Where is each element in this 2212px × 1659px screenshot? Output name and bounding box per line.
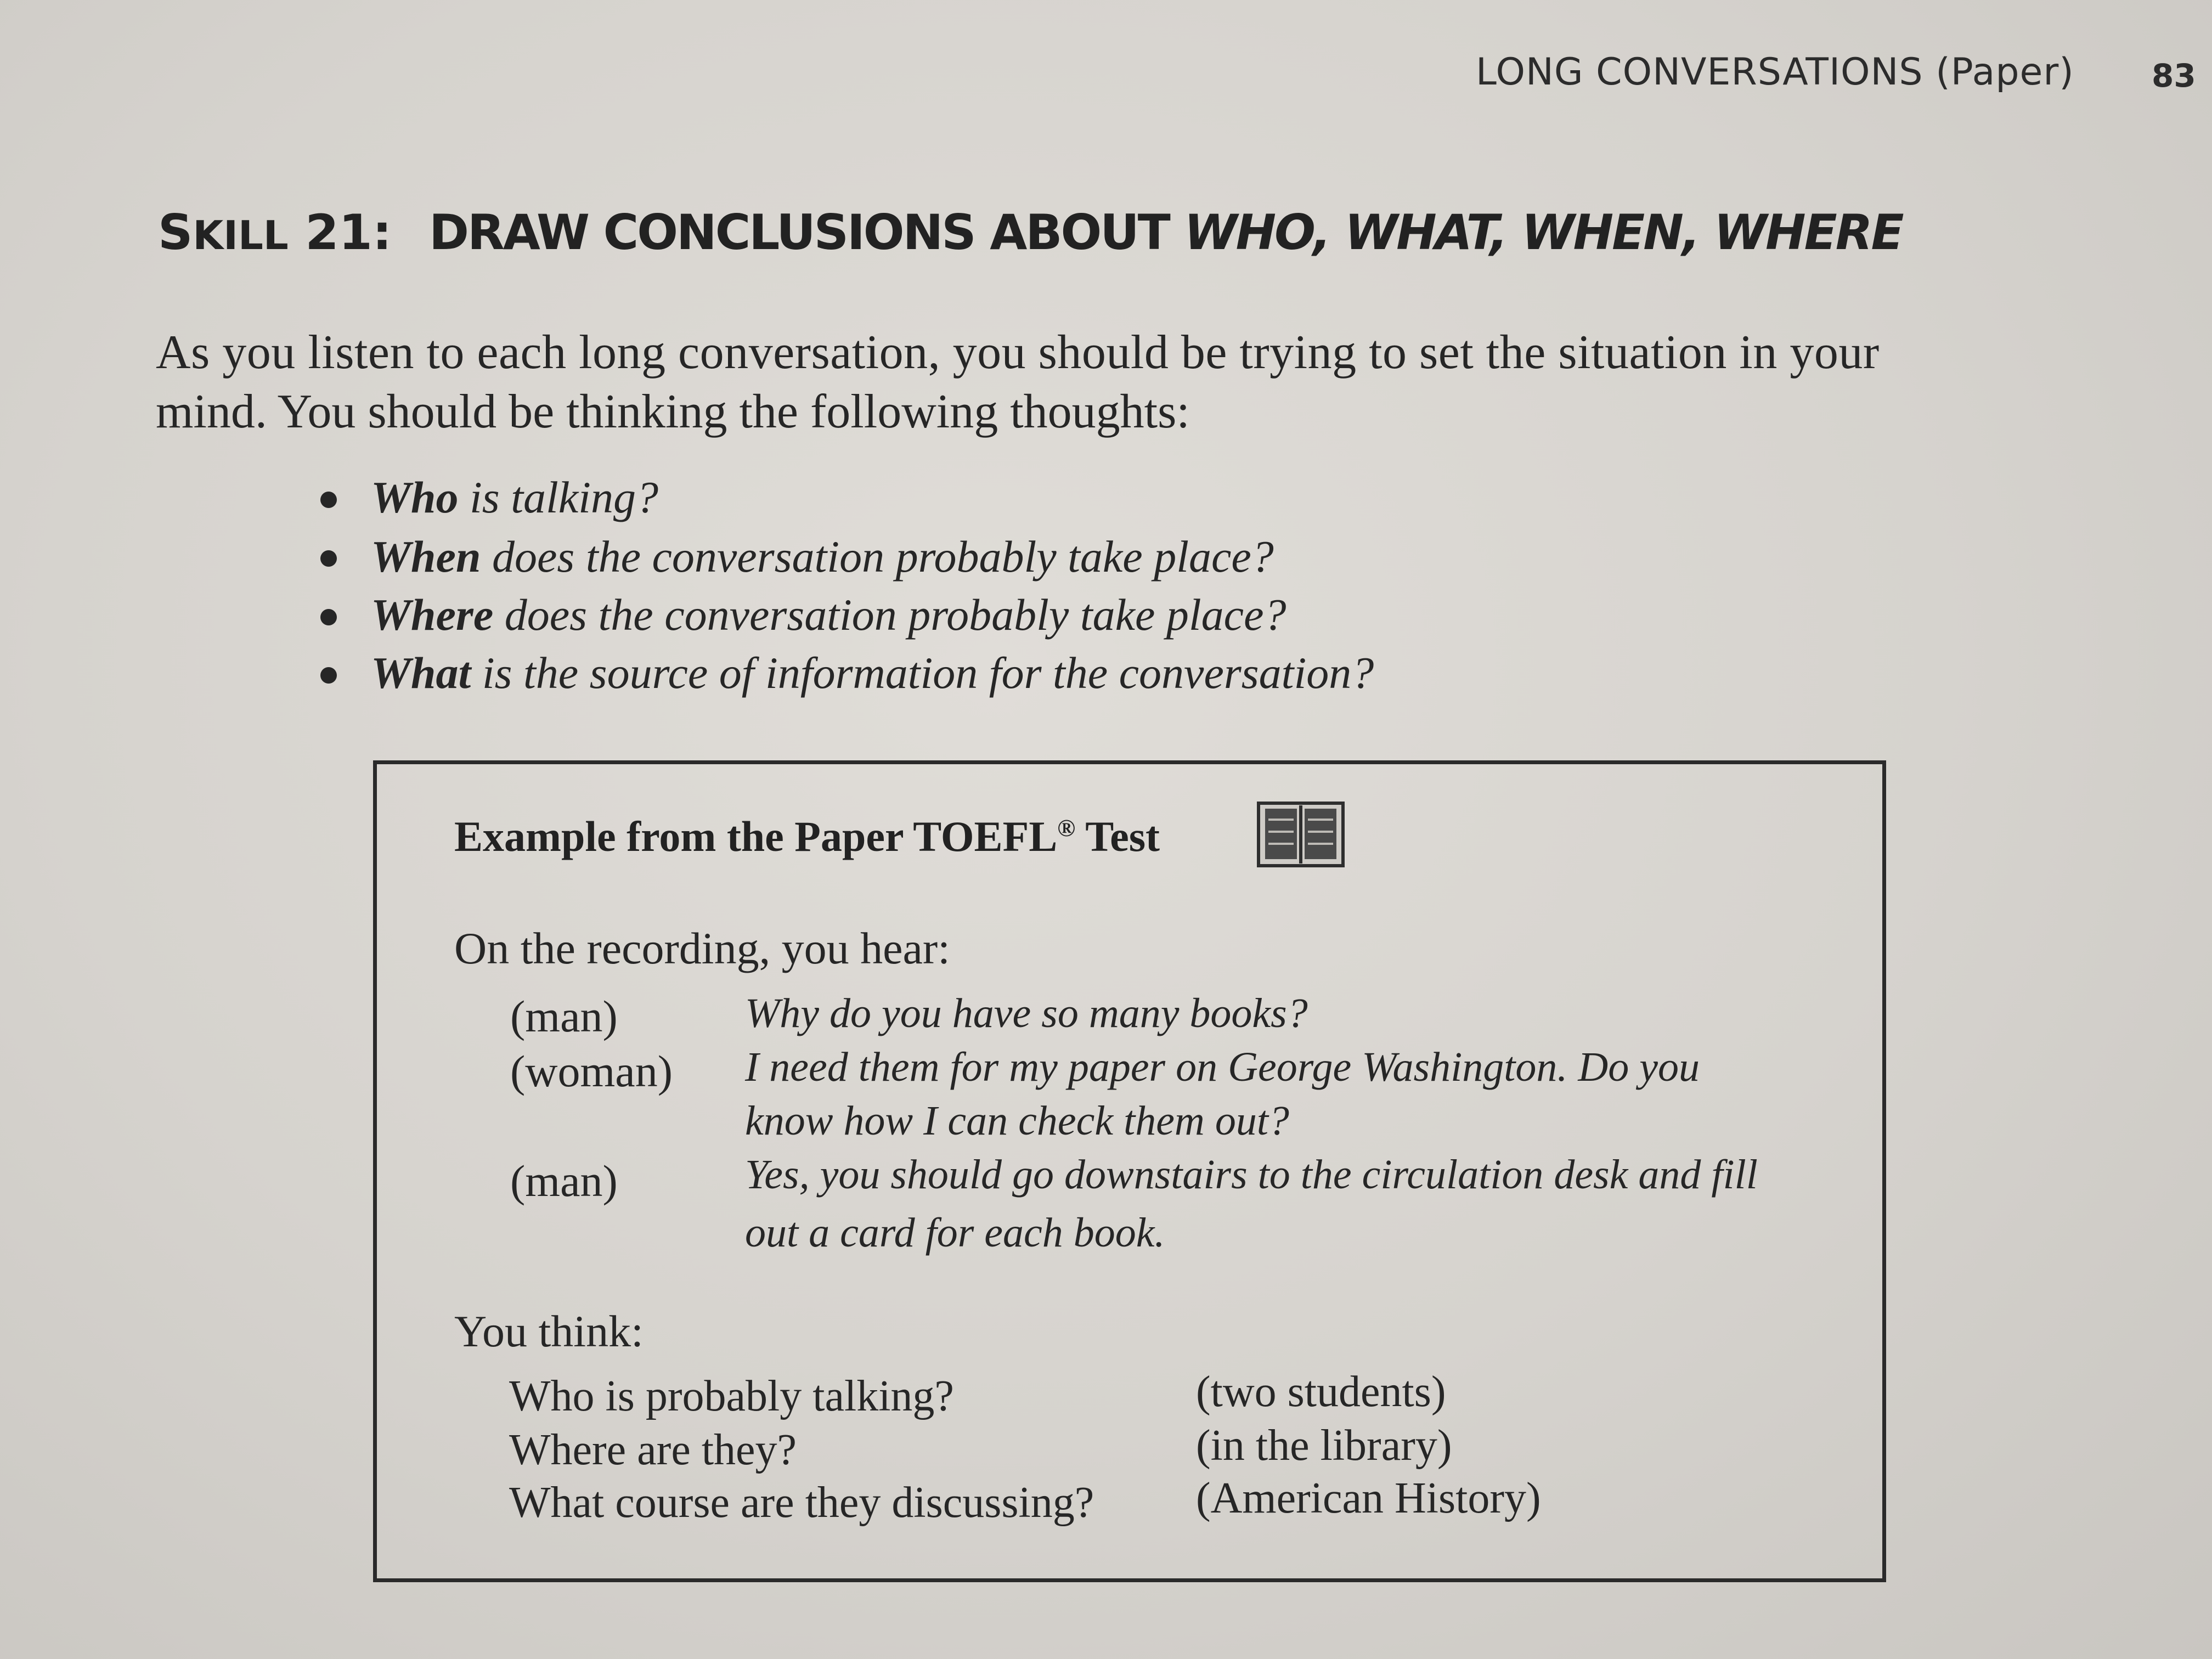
bullet-item xyxy=(371,472,658,523)
intro-paragraph-line: mind. You should be thinking the following thoughts: xyxy=(156,385,1190,438)
you-think-label: You think: xyxy=(454,1306,644,1356)
skill-number: 21: xyxy=(305,204,392,261)
question-text: Who is probably talking? xyxy=(509,1372,954,1420)
question-text: Where are they? xyxy=(509,1426,797,1474)
speaker-label: (man) xyxy=(510,991,618,1041)
bullet-dot-icon xyxy=(320,667,337,684)
skill-title xyxy=(429,204,1903,261)
question-text: What course are they discussing? xyxy=(509,1479,1094,1527)
bullet-dot-icon xyxy=(320,492,337,508)
bullet-dot-icon xyxy=(320,609,337,625)
example-heading-suffix: Test xyxy=(1075,812,1160,860)
dialogue-line: Why do you have so many books? xyxy=(745,990,1308,1036)
book-icon xyxy=(1256,801,1345,868)
skill-label-smallcaps: KILL xyxy=(193,212,289,258)
intro-paragraph-line: As you listen to each long conversation, you should be trying to set the situation in your xyxy=(156,326,1880,379)
bullet-item xyxy=(371,531,1274,583)
bullet-keyword: When xyxy=(371,532,481,582)
recording-intro: On the recording, you hear: xyxy=(454,923,950,973)
answer-text: (two students) xyxy=(1196,1368,1446,1416)
speaker-label: (woman) xyxy=(510,1046,673,1096)
bullet-text: is the source of information for the conversation? xyxy=(471,648,1374,698)
skill-label-initial: S xyxy=(158,204,193,261)
dialogue-line: Yes, you should go downstairs to the circulation desk and fill xyxy=(745,1152,1758,1198)
running-header: LONG CONVERSATIONS (Paper) xyxy=(1476,50,2074,94)
skill-title-plain: DRAW CONCLUSIONS ABOUT xyxy=(429,204,1184,261)
bullet-dot-icon xyxy=(320,550,337,567)
skill-title-italic: WHO, WHAT, WHEN, WHERE xyxy=(1184,204,1903,261)
bullet-text: is talking? xyxy=(458,472,658,522)
bullet-keyword: Where xyxy=(371,590,494,640)
dialogue-line: know how I can check them out? xyxy=(745,1098,1289,1144)
page-number: 83 xyxy=(2152,57,2196,94)
bullet-keyword: What xyxy=(371,648,471,698)
example-heading-text: Example from the Paper TOEFL xyxy=(454,812,1058,860)
dialogue-line: I need them for my paper on George Washington. Do you xyxy=(745,1044,1700,1090)
bullet-item xyxy=(371,647,1374,699)
example-heading xyxy=(454,812,1160,861)
speaker-label: (man) xyxy=(510,1156,618,1206)
answer-text: (American History) xyxy=(1196,1474,1541,1522)
dialogue-line: out a card for each book. xyxy=(745,1210,1165,1256)
bullet-text: does the conversation probably take place? xyxy=(493,590,1286,640)
skill-label xyxy=(158,204,392,261)
answer-text: (in the library) xyxy=(1196,1421,1452,1470)
bullet-text: does the conversation probably take place? xyxy=(481,532,1274,582)
bullet-item xyxy=(371,589,1286,641)
bullet-keyword: Who xyxy=(371,472,459,522)
registered-mark: ® xyxy=(1057,815,1076,842)
